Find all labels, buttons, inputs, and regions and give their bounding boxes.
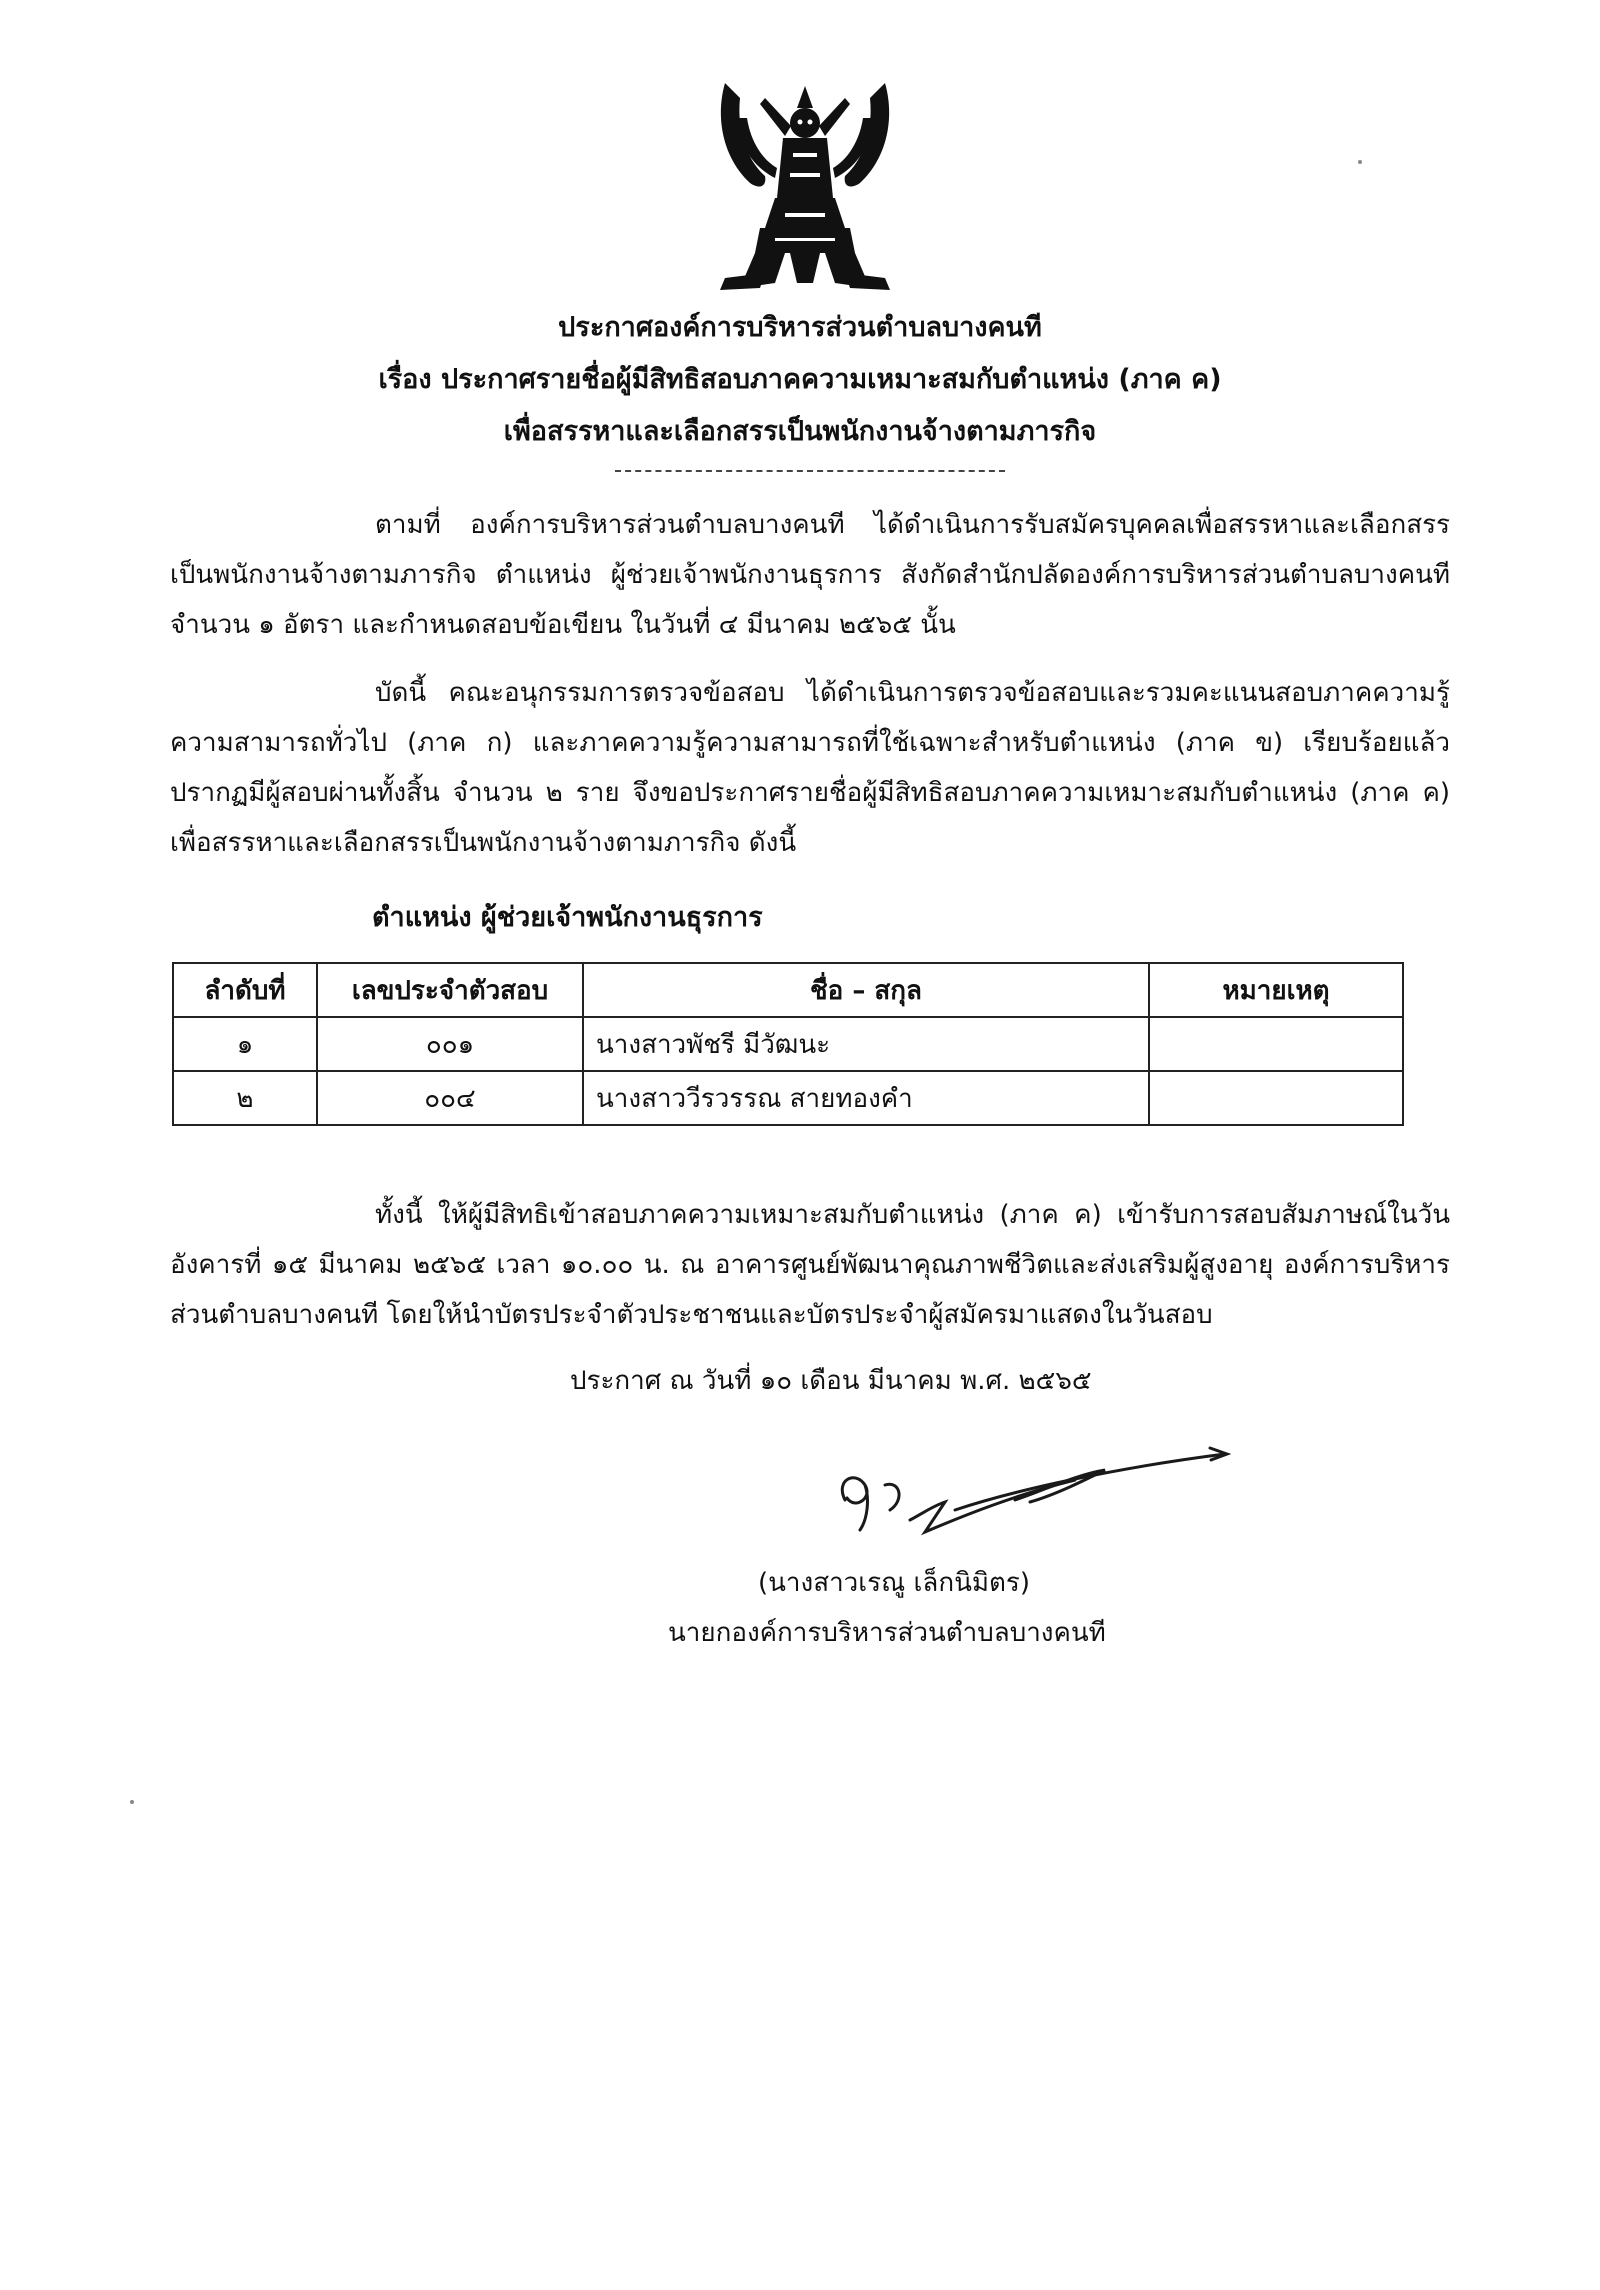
row-name: นางสาววีรวรรณ สายทองคำ [583,1071,1149,1125]
candidate-table [172,962,1404,1126]
row-order: ๑ [173,1017,317,1071]
paragraph-interview: ทั้งนี้ ให้ผู้มีสิทธิเข้าสอบภาคความเหมาะสมกับตำแหน่ง (ภาค ค) เข้ารับการสอบสัมภาษณ์ในวันอังคารที่ ๑๕ มีนาคม ๒๕๖๕ เวลา ๑๐.๐๐ น. ณ อาคารศูนย์พัฒนาคุณภาพชีวิตและส่งเสริมผู้สูงอายุ องค์การบริหารส่วนตำบลบางคนที โดยให้นำบัตรประจำตัวประชาชนและบัตรประจำผู้สมัครมาแสดงในวันสอบ [170,1200,1450,1330]
row-remarks [1149,1071,1403,1125]
row-name: นางสาวพัชรี มีวัฒนะ [583,1017,1149,1071]
body-interview [170,1190,1450,1340]
announcement-subject: เรื่อง ประกาศรายชื่อผู้มีสิทธิสอบภาคความเหมาะสมกับตำแหน่ง (ภาค ค) [378,364,1222,395]
paragraph-application: ตามที่ องค์การบริหารส่วนตำบลบางคนที ได้ดำเนินการรับสมัครบุคคลเพื่อสรรหาและเลือกสรรเป็นพนักงานจ้างตามภารกิจ ตำแหน่ง ผู้ช่วยเจ้าพนักงานธุรการ สังกัดสำนักปลัดองค์การบริหารส่วนตำบลบางคนที จำนวน ๑ อัตรา และกำหนดสอบข้อเขียน ในวันที่ ๔ มีนาคม ๒๕๖๕ นั้น [170,510,1450,640]
garuda-emblem [705,78,905,300]
announcement-date: ประกาศ ณ วันที่ ๑๐ เดือน มีนาคม พ.ศ. ๒๕๖๕ [570,1366,1092,1396]
scan-speck [130,1800,134,1804]
table-row [173,1071,1403,1125]
handwritten-signature [815,1440,1245,1550]
row-order: ๒ [173,1071,317,1125]
position-heading: ตำแหน่ง ผู้ช่วยเจ้าพนักงานธุรการ [372,902,763,933]
paragraph-results: บัดนี้ คณะอนุกรรมการตรวจข้อสอบ ได้ดำเนินการตรวจข้อสอบและรวมคะแนนสอบภาคความรู้ความสามารถทั่วไป (ภาค ก) และภาคความรู้ความสามารถที่ใช้เฉพาะสำหรับตำแหน่ง (ภาค ข) เรียบร้อยแล้ว ปรากฏมีผู้สอบผ่านทั้งสิ้น จำนวน ๒ ราย จึงขอประกาศรายชื่อผู้มีสิทธิสอบภาคความเหมาะสมกับตำแหน่ง (ภาค ค) เพื่อสรรหาและเลือกสรรเป็นพนักงานจ้างตามภารกิจ ดังนี้ [170,678,1450,858]
col-name: ชื่อ – สกุล [583,963,1149,1017]
announcement-title: ประกาศองค์การบริหารส่วนตำบลบางคนที [558,312,1042,343]
row-remarks [1149,1017,1403,1071]
col-order: ลำดับที่ [173,963,317,1017]
row-exam-id: ๐๐๔ [317,1071,583,1125]
announcement-purpose: เพื่อสรรหาและเลือกสรรเป็นพนักงานจ้างตามภารกิจ [503,416,1097,447]
row-exam-id: ๐๐๑ [317,1017,583,1071]
signer-name: (นางสาวเรณู เล็กนิมิตร) [758,1568,1030,1598]
table-header-row [173,963,1403,1017]
table-row [173,1017,1403,1071]
signer-title: นายกองค์การบริหารส่วนตำบลบางคนที [668,1618,1106,1648]
scan-speck [1358,160,1362,164]
col-exam-id: เลขประจำตัวสอบ [317,963,583,1017]
body-intro [170,500,1450,868]
header-divider [615,470,1005,472]
col-remarks: หมายเหตุ [1149,963,1403,1017]
